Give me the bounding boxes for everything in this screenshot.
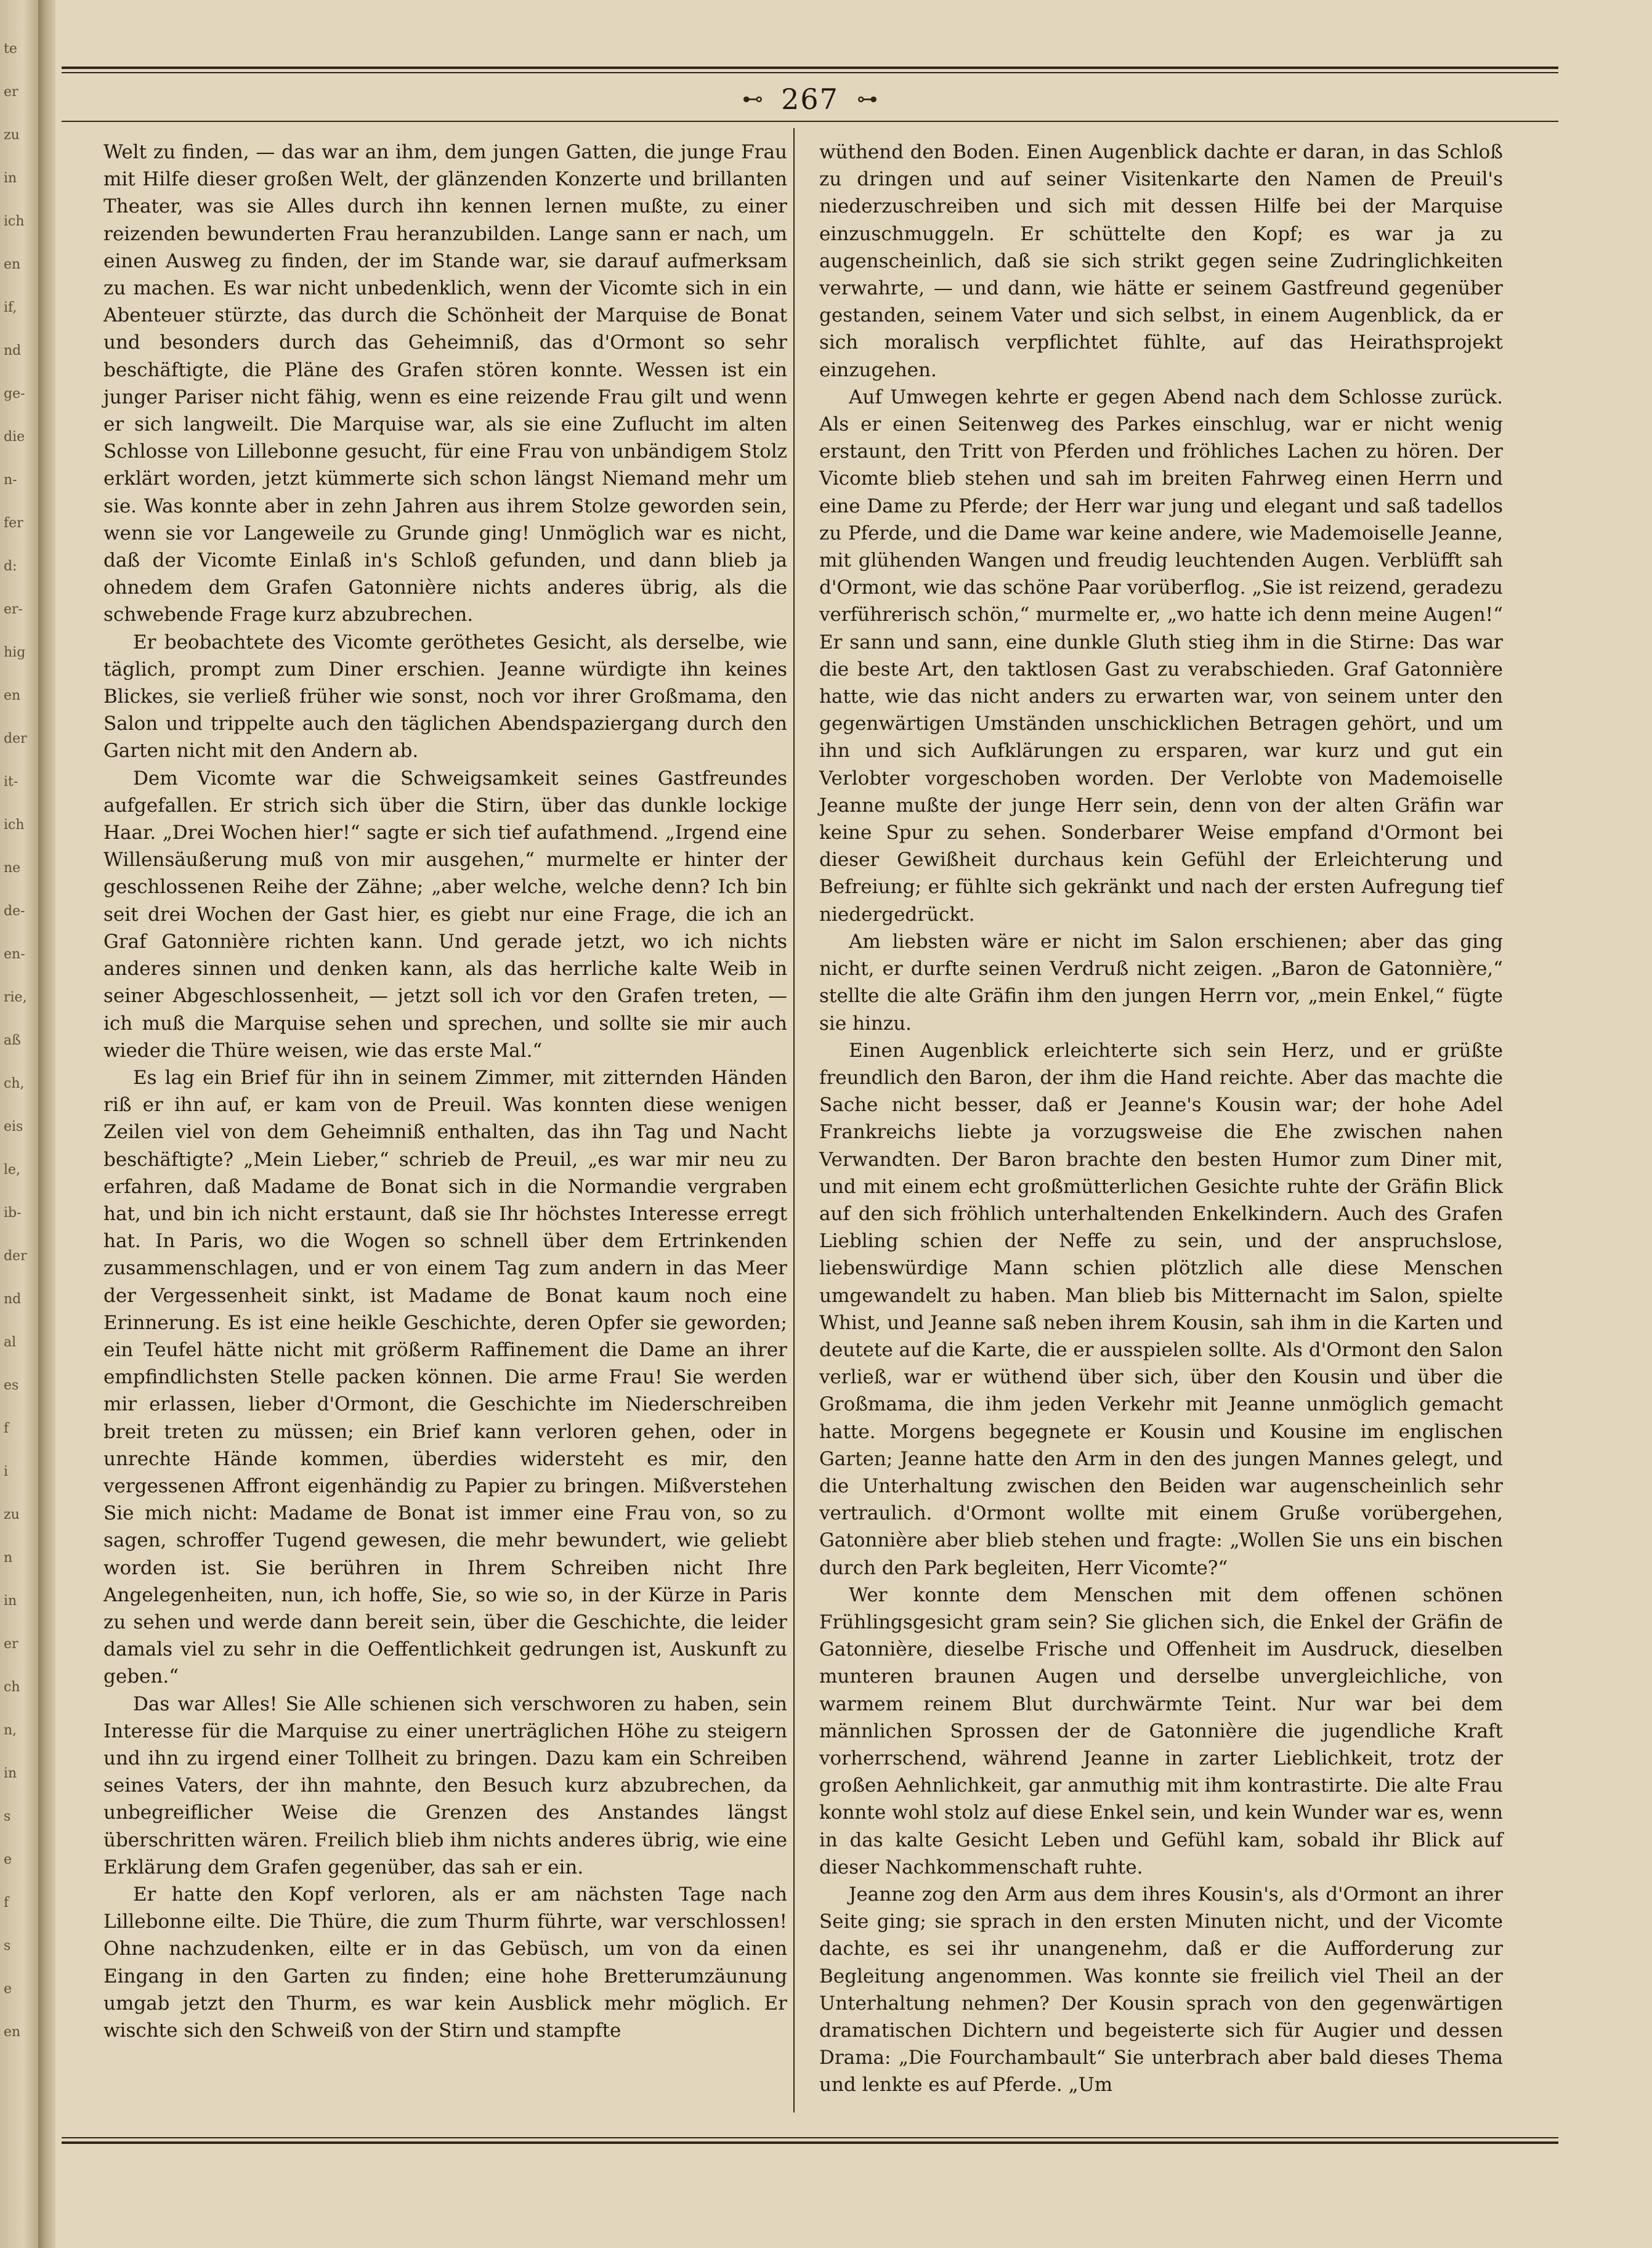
paragraph: Einen Augenblick erleichterte sich sein Herz, und er grüßte freundlich den Baron, der ihm die Hand reichte. Aber das machte die Sache nicht besser, daß er Jeanne's Kousin war; der hohe Adel Frankreichs liebte ja vorzugsweise die Ehe zwischen nahen Verwandten. Der Baron brachte den besten Humor zum Diner mit, und mit einem echt großmütterlichen Gesichte ruhte der Gräfin Blick auf den sich fröhlich unterhaltenden Enkelkindern. Auch des Grafen Liebling schien der Neffe zu sein, und der anspruchslose, liebenswürdige Mann schien plötzlich alle diese Menschen umgewandelt zu haben. Man blieb bis Mitternacht im Salon, spielte Whist, und Jeanne saß neben ihrem Kousin, sah ihm in die Karten und deutete auf die Karte, die er ausspielen sollte. Als d'Ormont den Salon verließ, war er wüthend über sich, über den Kousin und über die Großmama, die ihm jeden Verkehr mit Jeanne unmöglich gemacht hatte. Morgens begegnete er Kousin und Kousine im englischen Garten; Jeanne hatte den Arm in den des jungen Mannes gelegt, und die Unterhaltung zwischen den Beiden war augenscheinlich sehr vertraulich. d'Ormont wollte mit einem Gruße vorübergehen, Gatonnière aber blieb stehen und fragte: „Wollen Sie uns ein bischen durch den Park begleiten, Herr Vicomte?“ xyxy=(819,1039,1503,1579)
prev-page-fragment: eis xyxy=(4,1119,23,1134)
paragraph: Es lag ein Brief für ihn in seinem Zimmer, mit zitternden Händen riß er ihn auf, er kam von de Preuil. Was konnten diese wenigen Zeilen viel von dem Geheimniß enthalten, das ihn Tag und Nacht beschäftigte? „Mein Lieber,“ schrieb de Preuil, „es war mir neu zu erfahren, daß Madame de Bonat sich in die Normandie vergraben hat, und bin ich nicht erstaunt, daß sie Ihr höchstes Interesse erregt hat. In Paris, wo die Wogen so schnell über dem Ertrinkenden zusammenschlagen, und er von einem Tag zum andern in das Meer der Vergessenheit sinkt, ist Madame de Bonat kaum noch eine Erinnerung. Es ist eine heikle Geschichte, deren Opfer sie geworden; ein Teufel hätte nicht mit größerm Raffinement die Dame an ihrer empfindlichsten Stelle packen können. Die arme Frau! Sie werden mir erlassen, lieber d'Ormont, die Geschichte im Niederschreiben breit treten zu müssen; ein Brief kann verloren gehen, oder in unrechte Hände kommen, überdies widersteht es mir, den vergessenen Affront eigenhändig zu Papier zu bringen. Mißverstehen Sie mich nicht: Madame de Bonat ist immer eine Frau von, so zu sagen, schroffer Tugend gewesen, die mehr bewundert, wie geliebt worden ist. Sie berühren in Ihrem Schreiben nicht Ihre Angelegenheiten, nun, ich hoffe, Sie, so wie so, in der Kürze in Paris zu sehen und werde dann bereit sein, über die Geschichte, die leider damals viel zu sehr in die Oeffentlichkeit gedrungen ist, Auskunft zu geben.“ xyxy=(103,1066,787,1688)
prev-page-fragment: der xyxy=(4,731,27,746)
prev-page-fragment: ich xyxy=(4,214,25,229)
paragraph: Wer konnte dem Menschen mit dem offenen schönen Frühlingsgesicht gram sein? Sie glichen sich, die Enkel der Gräfin de Gatonnière, dieselbe Frische und Offenheit im Ausdruck, dieselben munteren braunen Augen und derselbe unvergleichliche, von warmem reinem Blut durchwärmte Teint. Nur war bei dem männlichen Sprossen der de Gatonnière die jugendliche Kraft vorherrschend, während Jeanne in zarter Lieblichkeit, trotz der großen Aehnlichkeit, gar anmuthig mit ihm kontrastirte. Die alte Frau konnte wohl stolz auf diese Enkel sein, und kein Wunder war es, wenn in das kalte Gesicht Leben und Gefühl kam, sobald ihr Blick auf dieser Nachkommenschaft ruhte. xyxy=(819,1583,1503,1878)
paragraph: Er hatte den Kopf verloren, als er am nächsten Tage nach Lillebonne eilte. Die Thüre, die zum Thurm führte, war verschlossen! Ohne nachzudenken, eilte er in das Gebüsch, um von da einen Eingang in den Garten zu finden; eine hohe Bretterumzäunung umgab jetzt den Thurm, es war kein Ausblick mehr möglich. Er wischte sich den Schweiß von der Stirn und stampfte xyxy=(103,1883,787,2042)
paragraph: Jeanne zog den Arm aus dem ihres Kousin's, als d'Ormont an ihrer Seite ging; sie sprach in den ersten Minuten nicht, und der Vicomte dachte, es sei ihr unangenehm, daß er die Aufforderung zur Begleitung angenommen. Was konnte sie freilich viel Theil an der Unterhaltung nehmen? Der Kousin sprach von den gegenwärtigen dramatischen Dichtern und begeisterte sich für Augier und dessen Drama: „Die Fourchambault“ Sie unterbrach aber bald dieses Thema und lenkte es auf Pferde. „Um xyxy=(819,1883,1503,2096)
paragraph: Welt zu finden, — das war an ihm, dem jungen Gatten, die junge Frau mit Hilfe dieser großen Welt, der glänzenden Konzerte und brillanten Theater, was sie Alles durch ihn kennen lernen mußte, zu einer reizenden bewunderten Frau heranzubilden. Lange sann er nach, um einen Ausweg zu finden, der im Stande war, sie darauf aufmerksam zu machen. Es war nicht unbedenklich, wenn der Vicomte sich in ein Abenteuer stürzte, das durch die Schönheit der Marquise de Bonat und besonders durch das Geheimniß, das d'Ormont so sehr beschäftigte, die Pläne des Grafen stören konnte. Wessen ist ein junger Pariser nicht fähig, wenn es eine reizende Frau gilt und wenn er sich langweilt. Die Marquise war, als sie eine Zuflucht im alten Schlosse von Lillebonne gesucht, für eine Frau von unbändigem Stolz erklärt worden, jetzt kümmerte sich schon längst Niemand mehr um sie. Was konnte aber in zehn Jahren aus ihrem Stolze geworden sein, wenn sie vor Langeweile zu Grunde ging! Unmöglich war es nicht, daß der Vicomte Einlaß in's Schloß gefunden, und dann blieb ja ohnedem dem Grafen Gatonnière nichts anderes übrig, als die schwebende Frage kurz abzubrechen. xyxy=(103,141,787,626)
frame-rule-top xyxy=(62,67,1558,69)
prev-page-fragment: s xyxy=(4,1809,11,1824)
prev-page-fragment: zu xyxy=(4,127,20,143)
prev-page-fragment: es xyxy=(4,1378,19,1393)
prev-page-fragment: er xyxy=(4,1636,18,1652)
ornament-right-icon: ⊶ xyxy=(857,87,878,111)
prev-page-fragment: d: xyxy=(4,559,17,574)
prev-page-fragment: en xyxy=(4,257,21,272)
prev-page-fragment: en xyxy=(4,2024,21,2040)
frame-rule-bottom xyxy=(62,2141,1558,2144)
prev-page-fragment: ne xyxy=(4,860,21,876)
book-gutter xyxy=(38,0,55,2248)
prev-page-fragment: ch xyxy=(4,1680,20,1695)
prev-page-fragment: en- xyxy=(4,947,25,962)
prev-page-fragment: der xyxy=(4,1248,27,1264)
prev-page-fragment: i xyxy=(4,1464,9,1479)
frame-rule-bottom-thin xyxy=(62,2137,1558,2138)
paragraph: Dem Vicomte war die Schweigsamkeit seines Gastfreundes aufgefallen. Er strich sich über die Stirn, über das dunkle lockige Haar. „Drei Wochen hier!“ sagte er sich tief aufathmend. „Irgend eine Willensäußerung muß von mir ausgehen,“ murmelte er hinter der geschlossenen Reihe der Zähne; „aber welche, welche denn? Ich bin seit drei Wochen der Gast hier, es giebt nur eine Frage, die ich an Graf Gatonnière richten kann. Und gerade jetzt, wo ich nichts anderes sinnen und denken kann, als das herrliche kalte Weib in seiner Abgeschlossenheit, — jetzt soll ich vor den Grafen treten, — ich muß die Marquise sehen und sprechen, und sollte sie mir auch wieder die Thüre weisen, wie das erste Mal.“ xyxy=(103,767,787,1062)
prev-page-fragment: te xyxy=(4,41,17,57)
prev-page-fragment: aß xyxy=(4,1033,21,1048)
page xyxy=(55,0,1652,2248)
prev-page-fragment: al xyxy=(4,1335,17,1350)
prev-page-fragment: n xyxy=(4,1550,13,1566)
page-number: 267 xyxy=(781,83,839,116)
prev-page-fragment: fer xyxy=(4,516,23,531)
prev-page-fragment: in xyxy=(4,171,17,186)
previous-page-edge xyxy=(0,0,38,2248)
paragraph: Er beobachtete des Vicomte geröthetes Gesicht, als derselbe, wie täglich, prompt zum Diner erschien. Jeanne würdigte ihn keines Blickes, sie verließ früher wie sonst, noch vor ihrer Großmama, den Salon und trippelte auch den täglichen Abendspaziergang durch den Garten nicht mit den Andern ab. xyxy=(103,631,787,762)
prev-page-fragment: f xyxy=(4,1421,9,1436)
frame-rule-top-thin xyxy=(62,72,1558,73)
prev-page-fragment: le, xyxy=(4,1162,21,1178)
prev-page-fragment: in xyxy=(4,1766,17,1781)
prev-page-fragment: die xyxy=(4,429,25,445)
prev-page-fragment: ch, xyxy=(4,1076,25,1091)
prev-page-fragment: s xyxy=(4,1938,11,1954)
text-column-right xyxy=(819,139,1503,2099)
ornament-left-icon: ⊷ xyxy=(742,87,763,111)
paragraph: wüthend den Boden. Einen Augenblick dachte er daran, in das Schloß zu dringen und auf seiner Visitenkarte den Namen de Preuil's niederzuschreiben und sich mit dessen Hilfe bei der Marquise einzuschmuggeln. Er schüttelte den Kopf; es war ja zu augenscheinlich, daß sie sich strikt gegen seine Zudringlichkeiten verwahrte, — und dann, wie hätte er seinem Gastfreund gegenüber gestanden, seinem Vater und sich selbst, in einem Augenblick, da er sich moralisch verpflichtet fühlte, auf das Heirathsprojekt einzugehen. xyxy=(819,141,1503,381)
prev-page-fragment: de- xyxy=(4,904,25,919)
prev-page-fragment: ge- xyxy=(4,386,25,402)
column-divider xyxy=(793,128,795,2113)
text-column-left xyxy=(103,139,787,2044)
header-rule xyxy=(62,121,1558,122)
prev-page-fragment: if, xyxy=(4,300,17,315)
prev-page-fragment: it- xyxy=(4,774,18,790)
prev-page-fragment: er xyxy=(4,84,18,100)
prev-page-fragment: en xyxy=(4,688,21,703)
prev-page-fragment: in xyxy=(4,1593,17,1609)
prev-page-fragment: nd xyxy=(4,343,22,358)
prev-page-fragment: zu xyxy=(4,1507,20,1522)
prev-page-fragment: e xyxy=(4,1852,12,1867)
prev-page-fragment: er- xyxy=(4,602,23,617)
prev-page-fragment: f xyxy=(4,1895,9,1910)
paragraph: Auf Umwegen kehrte er gegen Abend nach dem Schlosse zurück. Als er einen Seitenweg des Parkes einschlug, war er nicht wenig erstaunt, den Tritt von Pferden und fröhliches Lachen zu hören. Der Vicomte blieb stehen und sah im breiten Fahrweg einen Herrn und eine Dame zu Pferde; der Herr war jung und elegant und saß tadellos zu Pferde, und die Dame war keine andere, wie Mademoiselle Jeanne, mit glühenden Wangen und freudig leuchtenden Augen. Verblüfft sah d'Ormont, wie das schöne Paar vorüberflog. „Sie ist reizend, geradezu verführerisch schön,“ murmelte er, „wo hatte ich denn meine Augen!“ Er sann und sann, eine dunkle Gluth stieg ihm in die Stirne: Das war die beste Art, den taktlosen Gast zu verabschieden. Graf Gatonnière hatte, wie das nicht anders zu erwarten war, von seinem unter den gegenwärtigen Umständen unschicklichen Betragen gehört, und um ihn und sich Aufklärungen zu ersparen, war kurz und gut ein Verlobter vorgeschoben worden. Der Verlobte von Mademoiselle Jeanne mußte der junge Herr sein, denn von der alten Gräfin war keine Spur zu sehen. Sonderbarer Weise empfand d'Ormont bei dieser Gewißheit durchaus kein Gefühl der Erleichterung und Befreiung; er fühlte sich gekränkt und nach der ersten Aufregung tief niedergedrückt. xyxy=(819,386,1503,926)
paragraph: Am liebsten wäre er nicht im Salon erschienen; aber das ging nicht, er durfte seinen Verdruß nicht zeigen. „Baron de Gatonnière,“ stellte die alte Gräfin ihm den jungen Herrn vor, „mein Enkel,“ fügte sie hinzu. xyxy=(819,930,1503,1035)
page-header xyxy=(62,83,1558,117)
prev-page-fragment: rie, xyxy=(4,990,27,1005)
paragraph: Das war Alles! Sie Alle schienen sich verschworen zu haben, sein Interesse für die Marquise zu einer unerträglichen Höhe zu steigern und ihn zu irgend einer Tollheit zu bringen. Dazu kam ein Schreiben seines Vaters, der ihn mahnte, den Besuch kurz abzubrechen, da unbegreiflicher Weise die Grenzen des Anstandes längst überschritten wären. Freilich blieb ihm nichts anderes übrig, wie eine Erklärung dem Grafen gegenüber, das sah er ein. xyxy=(103,1692,787,1878)
prev-page-fragment: e xyxy=(4,1981,12,1997)
prev-page-fragment: nd xyxy=(4,1292,22,1307)
prev-page-fragment: n- xyxy=(4,472,17,488)
prev-page-fragment: ib- xyxy=(4,1205,22,1221)
prev-page-fragment: n, xyxy=(4,1723,17,1738)
prev-page-fragment: hig xyxy=(4,645,26,660)
prev-page-fragment: ich xyxy=(4,817,25,833)
